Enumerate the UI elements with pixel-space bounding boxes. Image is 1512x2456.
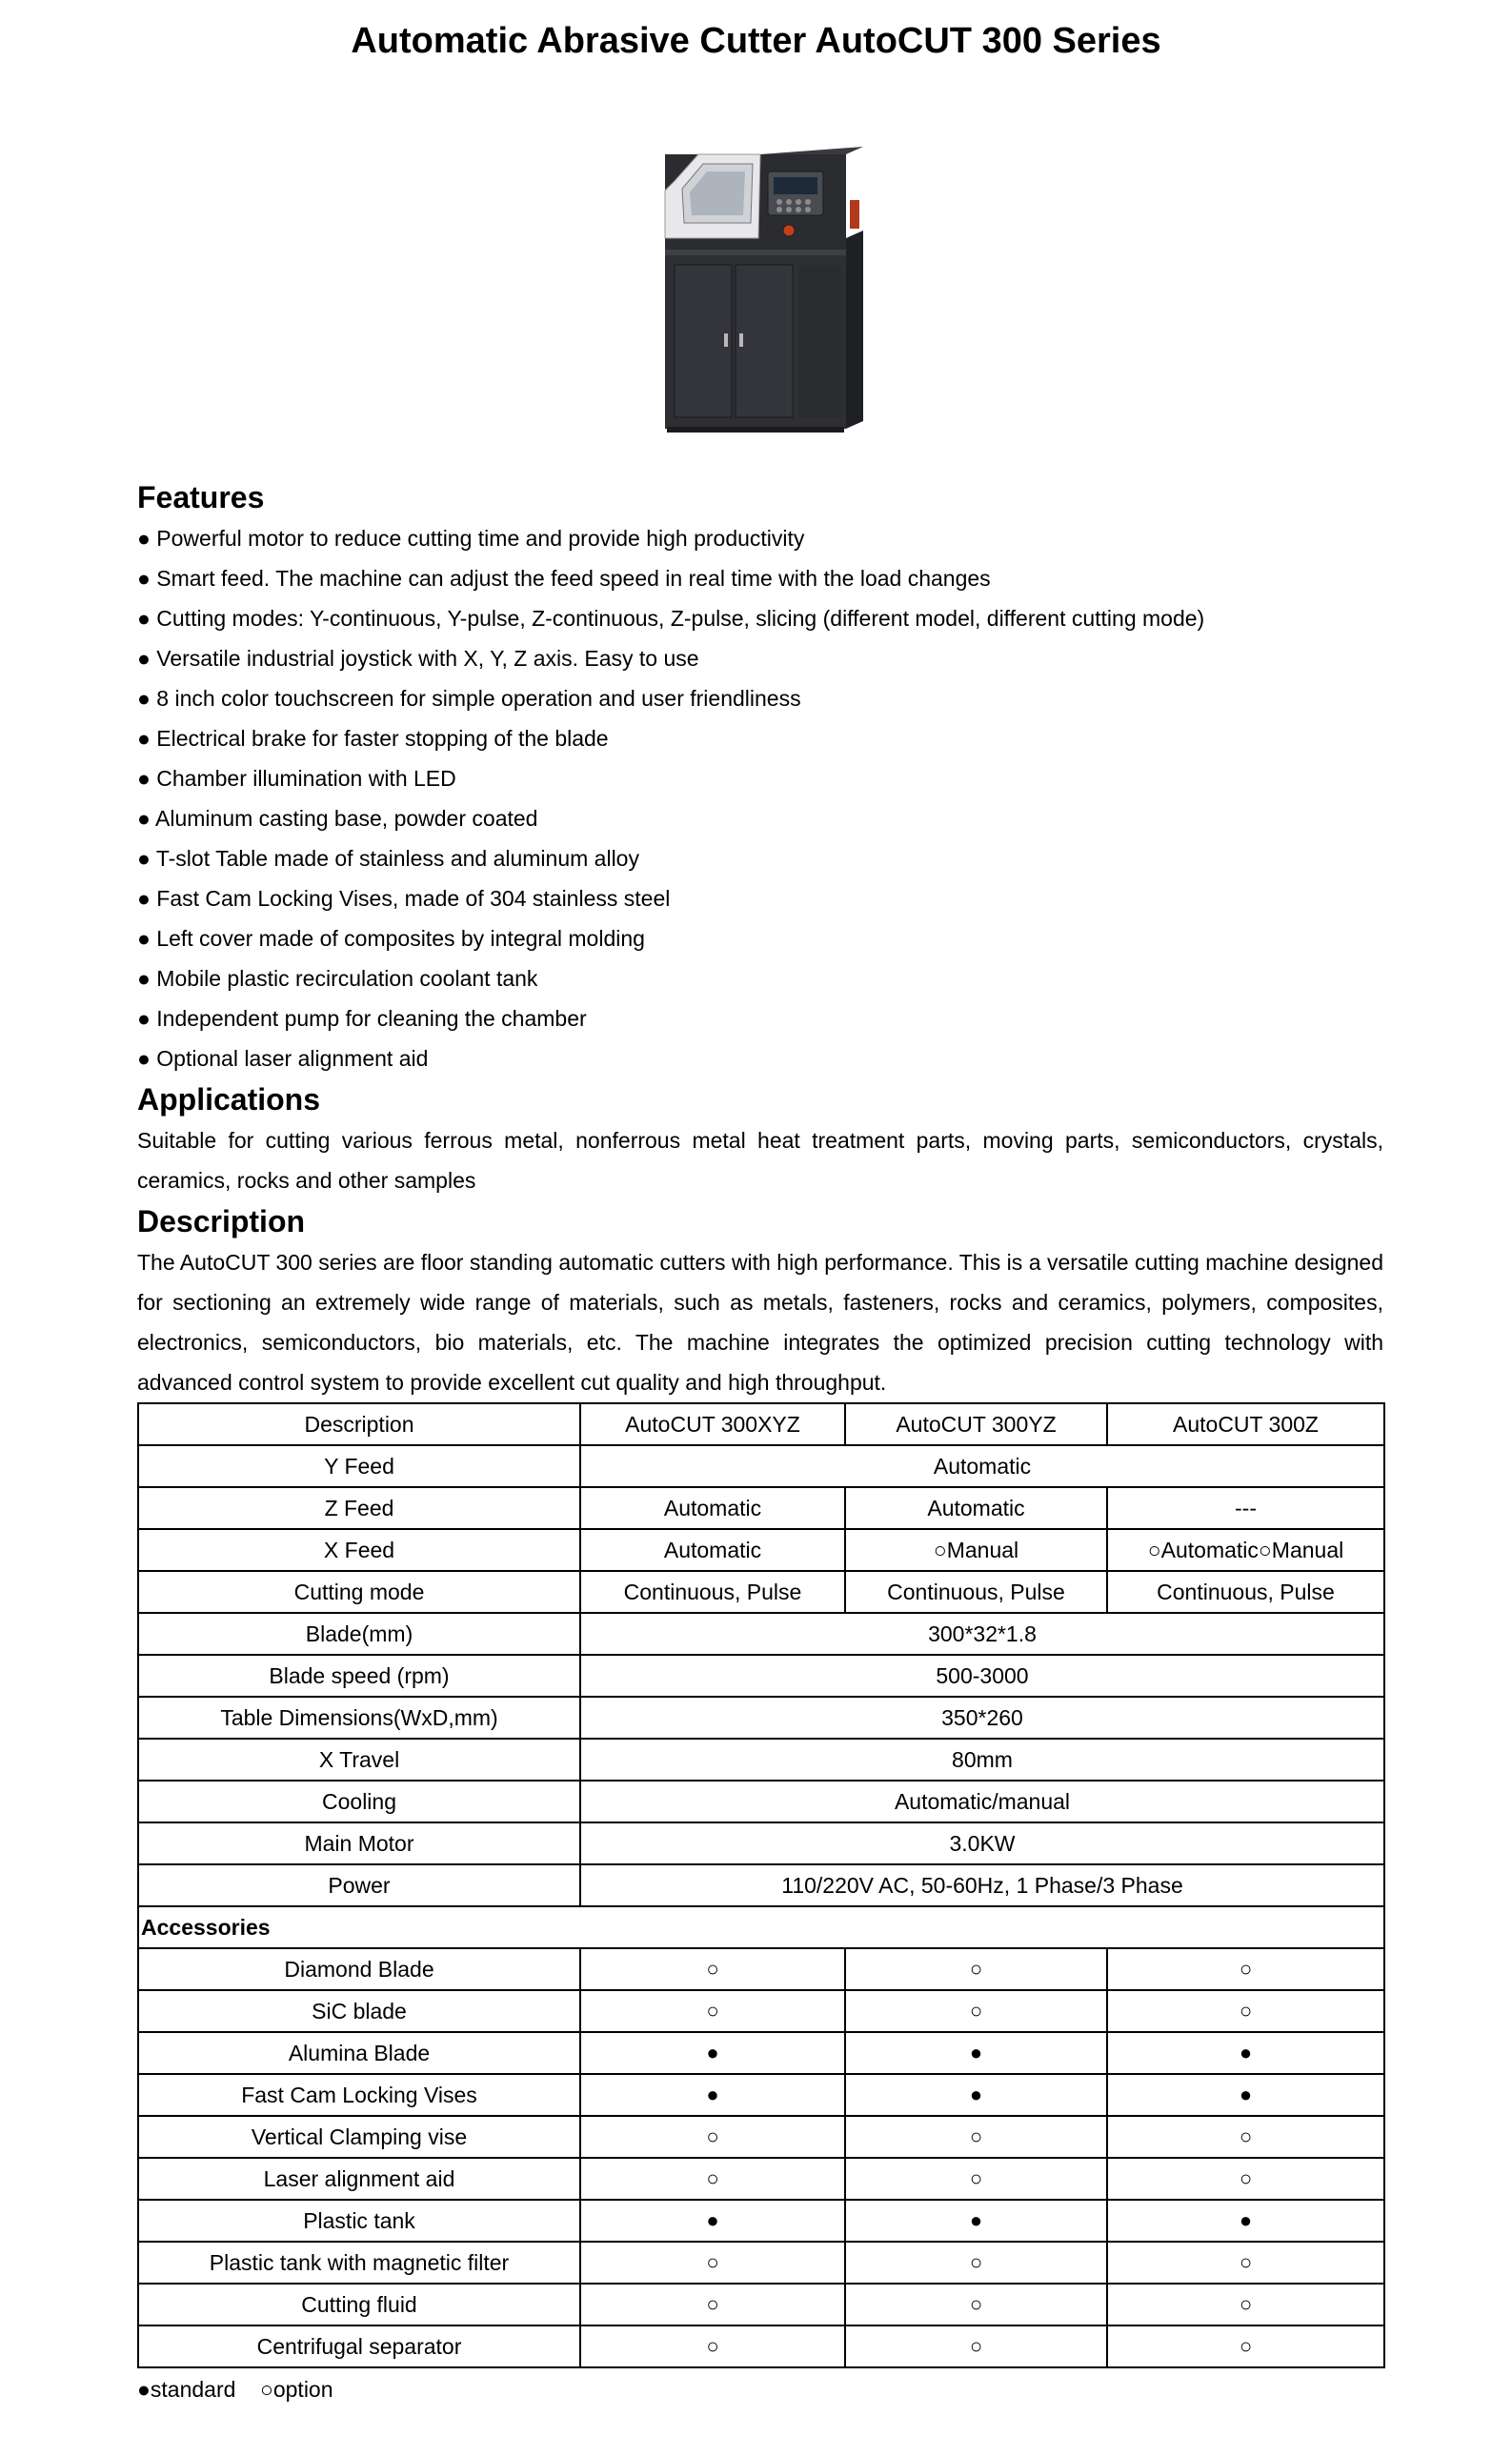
table-cell: ○Automatic○Manual	[1107, 1529, 1384, 1571]
table-cell: X Feed	[138, 1529, 580, 1571]
table-cell: ○	[580, 1948, 845, 1990]
table-cell: ○	[845, 2242, 1107, 2284]
table-cell: Automatic/manual	[580, 1781, 1384, 1822]
table-row	[138, 1822, 1384, 1864]
list-item: ● Cutting modes: Y-continuous, Y-pulse, Z-continuous, Z-pulse, slicing (different model, different cutting mode)	[137, 606, 1205, 631]
table-cell: ○	[580, 2242, 845, 2284]
list-item: ● Independent pump for cleaning the chamber	[137, 1006, 587, 1031]
table-cell: 80mm	[580, 1739, 1384, 1781]
table-cell: ○	[1107, 1990, 1384, 2032]
table-row	[138, 2200, 1384, 2242]
list-item: ● T-slot Table made of stainless and aluminum alloy	[137, 846, 639, 871]
table-cell: Blade speed (rpm)	[138, 1655, 580, 1697]
list-item: ● Powerful motor to reduce cutting time and provide high productivity	[137, 526, 805, 551]
table-cell: Continuous, Pulse	[845, 1571, 1107, 1613]
table-cell: ○	[1107, 2158, 1384, 2200]
table-cell: ●	[1107, 2032, 1384, 2074]
table-cell: Cooling	[138, 1781, 580, 1822]
table-cell: ○	[1107, 2284, 1384, 2325]
table-cell: ○	[845, 2158, 1107, 2200]
table-cell: ○	[1107, 2116, 1384, 2158]
table-cell: ○	[580, 2158, 845, 2200]
applications-text: Suitable for cutting various ferrous metal, nonferrous metal heat treatment parts, moving parts, semiconductors, crystals, ceramics, rocks and other samples	[137, 1128, 1383, 1193]
table-cell: Diamond Blade	[138, 1948, 580, 1990]
accessories-label: Accessories	[138, 1906, 1384, 1948]
table-cell: Automatic	[580, 1529, 845, 1571]
table-row	[138, 2158, 1384, 2200]
table-row	[138, 1529, 1384, 1571]
description-text: The AutoCUT 300 series are floor standing automatic cutters with high performance. This is a versatile cutting machine designed for sectioning an extremely wide range of materials, such as metals, fasteners, rocks and ceramics, polymers, composites, electronics, semiconductors, bio materials, etc. The machine integrates the optimized precision cutting technology with advanced control system to provide excellent cut quality and high throughput.	[137, 1250, 1383, 1395]
table-row	[138, 1571, 1384, 1613]
table-row	[138, 1487, 1384, 1529]
applications-heading: Applications	[137, 1082, 321, 1117]
table-cell: ○Manual	[845, 1529, 1107, 1571]
table-cell: Table Dimensions(WxD,mm)	[138, 1697, 580, 1739]
page-title: Automatic Abrasive Cutter AutoCUT 300 Series	[351, 21, 1161, 61]
table-row	[138, 1990, 1384, 2032]
table-row	[138, 1655, 1384, 1697]
list-item: ● Left cover made of composites by integral molding	[137, 926, 645, 951]
table-cell: ●	[1107, 2074, 1384, 2116]
table-row	[138, 1739, 1384, 1781]
table-cell: Blade(mm)	[138, 1613, 580, 1655]
features-heading: Features	[137, 480, 265, 514]
table-cell: 300*32*1.8	[580, 1613, 1384, 1655]
table-cell: ○	[580, 2325, 845, 2367]
list-item: ● Optional laser alignment aid	[137, 1046, 429, 1071]
features-list	[137, 518, 1383, 1078]
list-item: ● Fast Cam Locking Vises, made of 304 stainless steel	[137, 886, 671, 911]
table-cell: Laser alignment aid	[138, 2158, 580, 2200]
table-cell: Z Feed	[138, 1487, 580, 1529]
table-row	[138, 1445, 1384, 1487]
header-cell: AutoCUT 300XYZ	[580, 1403, 845, 1445]
list-item: ● 8 inch color touchscreen for simple operation and user friendliness	[137, 686, 801, 711]
content	[137, 476, 1383, 2408]
table-cell: ○	[845, 1990, 1107, 2032]
list-item: ● Versatile industrial joystick with X, Y, Z axis. Easy to use	[137, 646, 699, 671]
table-cell: ●	[845, 2032, 1107, 2074]
table-cell: Automatic	[845, 1487, 1107, 1529]
accessories-row	[138, 1906, 1384, 1948]
table-header-row	[138, 1403, 1384, 1445]
table-cell: ○	[1107, 2325, 1384, 2367]
table-cell: ○	[845, 2116, 1107, 2158]
spec-table	[137, 1402, 1385, 2368]
header-cell: Description	[138, 1403, 580, 1445]
table-row	[138, 2242, 1384, 2284]
description-heading: Description	[137, 1204, 306, 1238]
table-cell: 350*260	[580, 1697, 1384, 1739]
table-row	[138, 1781, 1384, 1822]
list-item: ● Electrical brake for faster stopping of the blade	[137, 726, 609, 751]
table-row	[138, 1864, 1384, 1906]
table-cell: ○	[1107, 1948, 1384, 1990]
list-item: ● Mobile plastic recirculation coolant tank	[137, 966, 538, 991]
table-row	[138, 2116, 1384, 2158]
table-cell: ○	[845, 1948, 1107, 1990]
list-item: ● Chamber illumination with LED	[137, 766, 456, 791]
table-cell: ●	[580, 2032, 845, 2074]
product-image	[646, 143, 875, 448]
table-cell: 500-3000	[580, 1655, 1384, 1697]
table-row	[138, 2032, 1384, 2074]
table-cell: X Travel	[138, 1739, 580, 1781]
table-cell: 110/220V AC, 50-60Hz, 1 Phase/3 Phase	[580, 1864, 1384, 1906]
list-item: ● Smart feed. The machine can adjust the feed speed in real time with the load changes	[137, 566, 991, 591]
table-row	[138, 1697, 1384, 1739]
table-cell: Continuous, Pulse	[580, 1571, 845, 1613]
table-cell: Power	[138, 1864, 580, 1906]
table-legend: ●standard ○option	[137, 2377, 333, 2402]
table-row	[138, 2284, 1384, 2325]
table-cell: 3.0KW	[580, 1822, 1384, 1864]
table-cell: ○	[845, 2284, 1107, 2325]
header-cell: AutoCUT 300YZ	[845, 1403, 1107, 1445]
table-cell: ●	[580, 2200, 845, 2242]
table-cell: SiC blade	[138, 1990, 580, 2032]
table-row	[138, 1613, 1384, 1655]
table-cell: ○	[1107, 2242, 1384, 2284]
table-cell: Plastic tank	[138, 2200, 580, 2242]
table-cell: ●	[580, 2074, 845, 2116]
table-cell: Fast Cam Locking Vises	[138, 2074, 580, 2116]
table-cell: Cutting fluid	[138, 2284, 580, 2325]
table-cell: Alumina Blade	[138, 2032, 580, 2074]
table-cell: Main Motor	[138, 1822, 580, 1864]
table-cell: Y Feed	[138, 1445, 580, 1487]
table-cell: Plastic tank with magnetic filter	[138, 2242, 580, 2284]
table-cell: ○	[580, 2284, 845, 2325]
table-cell: Vertical Clamping vise	[138, 2116, 580, 2158]
table-cell: ○	[580, 1990, 845, 2032]
header-cell: AutoCUT 300Z	[1107, 1403, 1384, 1445]
table-cell: ---	[1107, 1487, 1384, 1529]
table-row	[138, 1948, 1384, 1990]
table-cell: Automatic	[580, 1445, 1384, 1487]
table-cell: ●	[1107, 2200, 1384, 2242]
table-row	[138, 2325, 1384, 2367]
list-item: ● Aluminum casting base, powder coated	[137, 806, 538, 831]
table-cell: Automatic	[580, 1487, 845, 1529]
table-cell: ○	[845, 2325, 1107, 2367]
table-cell: Cutting mode	[138, 1571, 580, 1613]
table-cell: Centrifugal separator	[138, 2325, 580, 2367]
table-cell: ●	[845, 2200, 1107, 2242]
table-cell: Continuous, Pulse	[1107, 1571, 1384, 1613]
table-cell: ○	[580, 2116, 845, 2158]
table-cell: ●	[845, 2074, 1107, 2116]
table-row	[138, 2074, 1384, 2116]
